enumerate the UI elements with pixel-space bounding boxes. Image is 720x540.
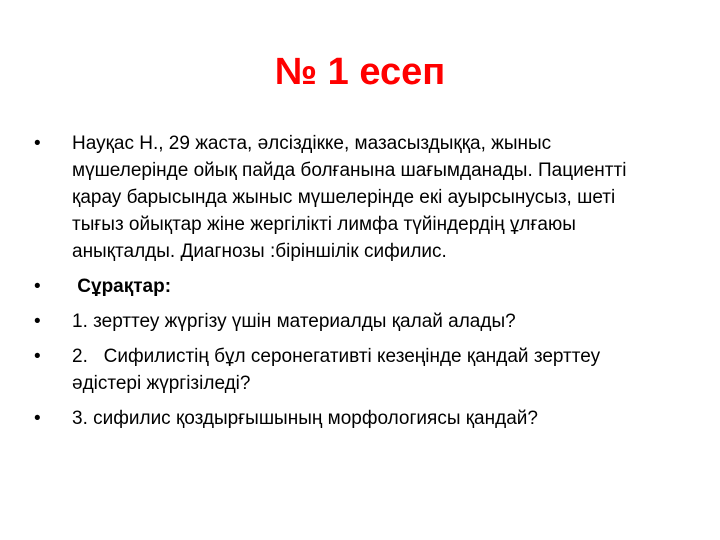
bullet-list — [34, 130, 666, 440]
bullet-text: 3. сифилис қоздырғышының морфологиясы қандай? — [72, 408, 538, 429]
bullet-icon: • — [34, 133, 41, 154]
bullet-text: Науқас Н., 29 жаста, әлсіздікке, мазасыздыққа, жыныс мүшелерінде ойық пайда болғанына шағымданады. Пациентті қарау барысында жыныс мүшелерінде екі ауырсынусыз, шеті тығыз ойықтар жіне жергілікті лимфа түйіндердің ұлғаюы анықталды. Диагнозы :біріншілік сифилис. — [72, 133, 627, 262]
bullet-text: 1. зерттеу жүргізу үшін материалды қалай алады? — [72, 311, 516, 332]
bullet-icon: • — [34, 276, 41, 297]
slide-title: № 1 есеп — [274, 51, 446, 93]
bullet-icon: • — [34, 311, 41, 332]
bullet-item-question-3 — [34, 405, 666, 432]
bullet-item-case — [34, 130, 666, 265]
bullet-icon: • — [34, 346, 41, 367]
bullet-item-question-2 — [34, 343, 666, 397]
bullet-item-question-1 — [34, 308, 666, 335]
bullet-text: 2. Сифилистің бұл серонегативті кезеңінде қандай зерттеу әдістері жүргізіледі? — [72, 346, 606, 394]
bullet-icon: • — [34, 408, 41, 429]
bullet-item-questions-heading — [34, 273, 666, 300]
questions-heading: Сұрақтар: — [72, 276, 172, 297]
